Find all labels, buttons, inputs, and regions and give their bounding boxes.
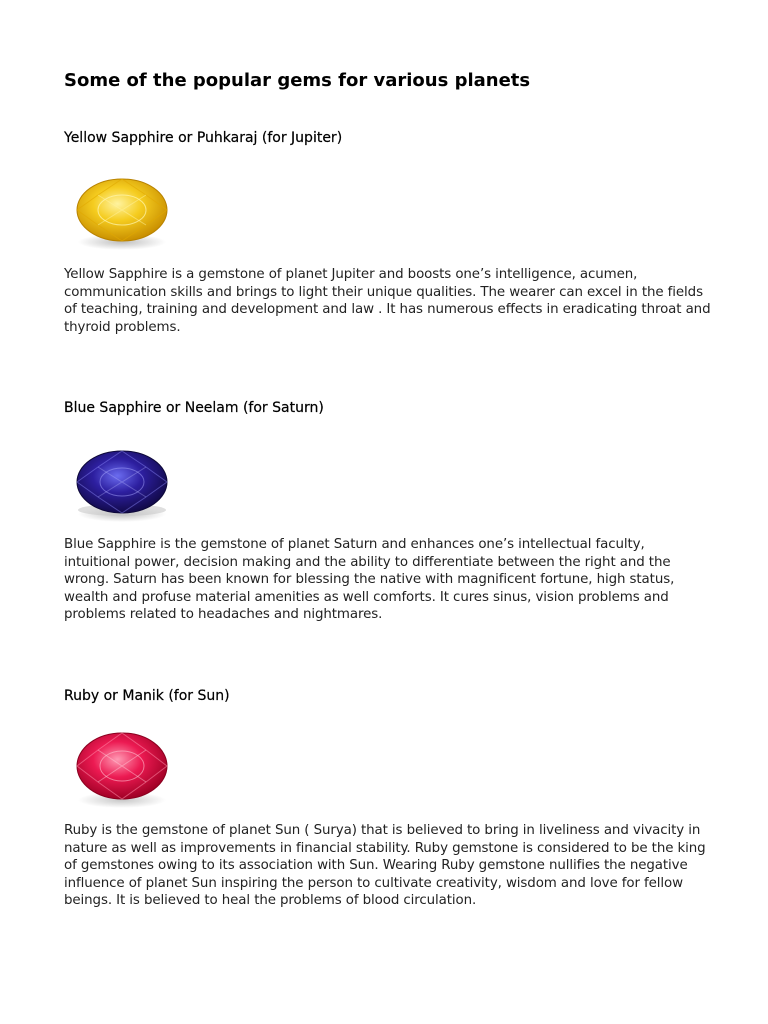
- page-title: Some of the popular gems for various planets: [64, 70, 531, 91]
- yellow-sapphire-image: [64, 158, 184, 262]
- blue-sapphire-description: Blue Sapphire is the gemstone of planet Saturn and enhances one’s intellectual faculty, intuitional power, decision making and the ability to differentiate between the right and the wrong. Saturn has been known for blessing the native with magnificent fortune, high status, wealth and profuse material amenities as well comforts. It cures sinus, vision problems and problems related to headaches and nightmares.: [64, 537, 675, 623]
- blue-sapphire-image: [64, 428, 184, 532]
- ruby-description: Ruby is the gemstone of planet Sun ( Surya) that is believed to bring in liveliness and vivacity in nature as well as improvements in financial stability. Ruby gemstone is considered to be the king of gemstones owing to its association with Sun. Wearing Ruby gemstone nullifies the negative influence of planet Sun inspiring the person to cultivate creativity, wisdom and love for fellow beings. It is believed to heal the problems of blood circulation.: [64, 823, 706, 909]
- yellow-sapphire-description: Yellow Sapphire is a gemstone of planet Jupiter and boosts one’s intelligence, acumen, communication skills and brings to light their unique qualities. The wearer can excel in the fields of teaching, training and development and law . It has numerous effects in eradicating throat and thyroid problems.: [64, 267, 711, 335]
- section-heading-blue-sapphire: Blue Sapphire or Neelam (for Saturn): [64, 400, 324, 416]
- ruby-image: [64, 716, 184, 820]
- section-heading-ruby: Ruby or Manik (for Sun): [64, 688, 230, 704]
- section-heading-yellow-sapphire: Yellow Sapphire or Puhkaraj (for Jupiter): [64, 130, 343, 146]
